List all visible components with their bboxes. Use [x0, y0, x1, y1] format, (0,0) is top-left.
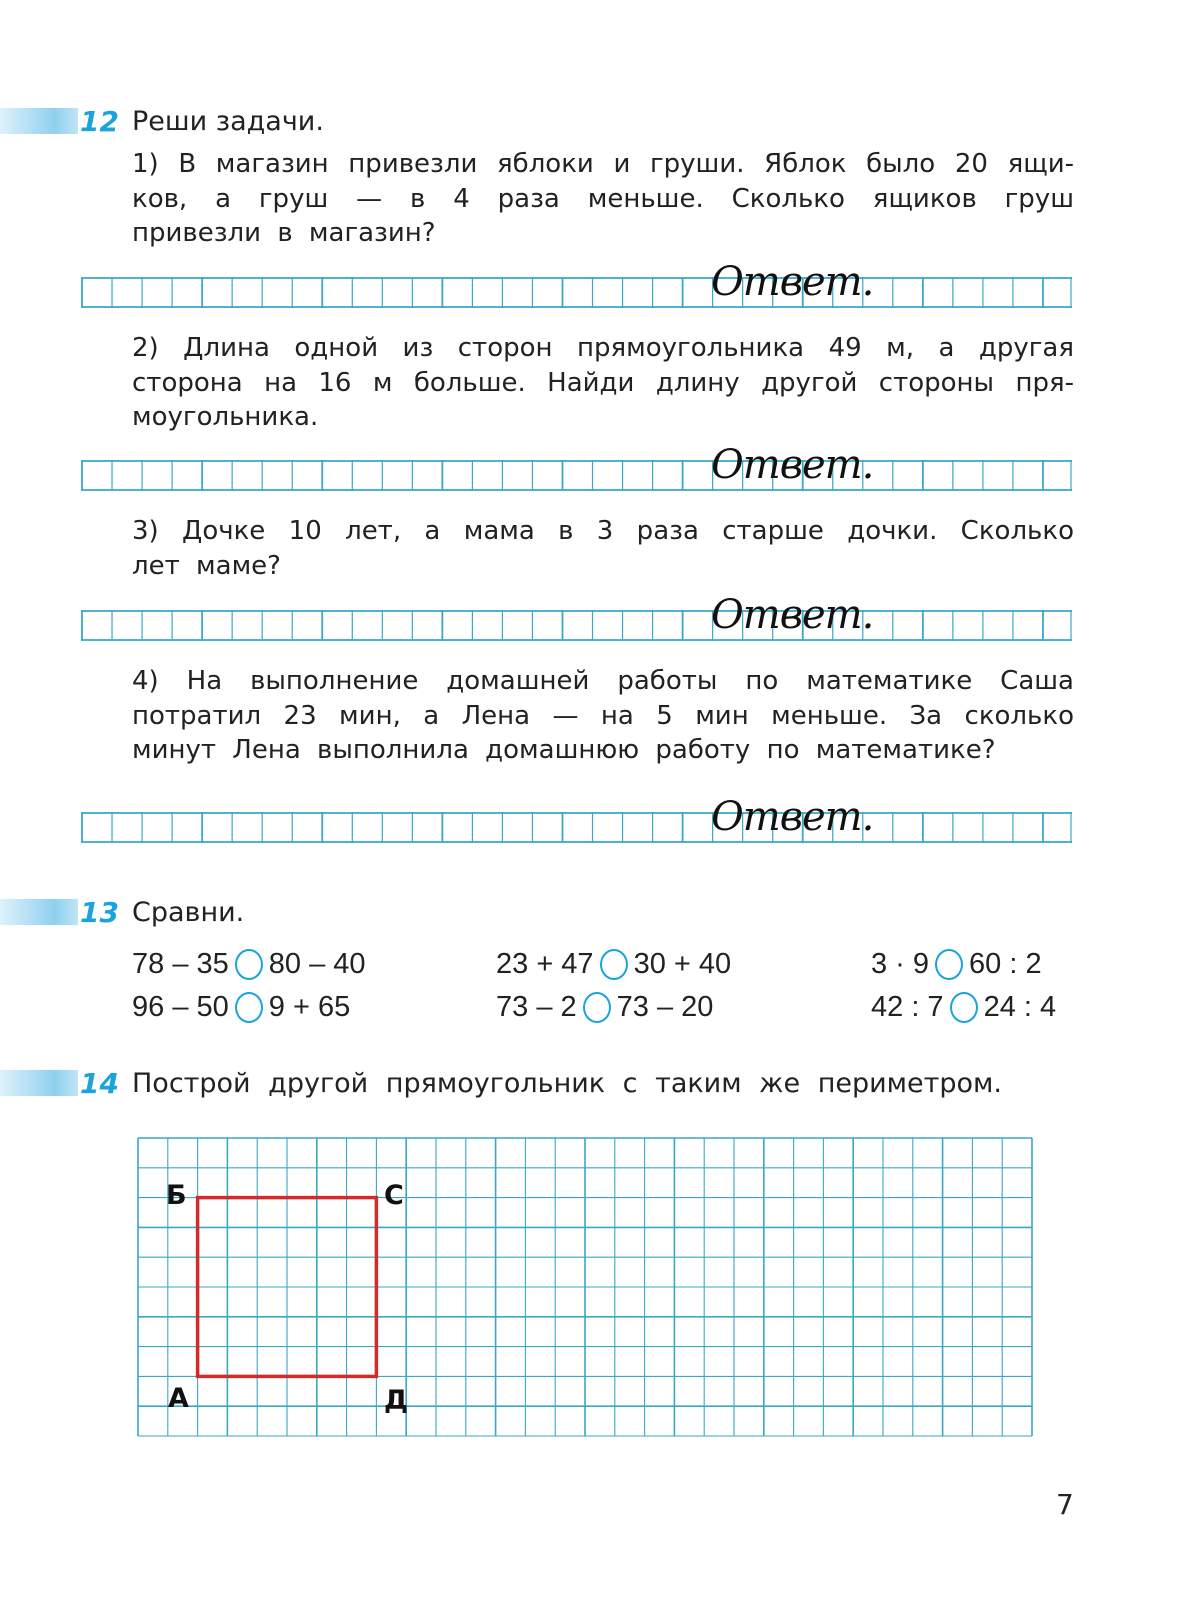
compare-left: 23 + 47 — [496, 948, 594, 980]
vertex-label-c: С — [384, 1180, 404, 1211]
text-line: привезли в магазин? — [132, 218, 436, 248]
compare-item — [871, 990, 1056, 1024]
task-number: 13 — [80, 896, 119, 929]
answer-label: Ответ. — [711, 794, 874, 840]
task-title: Сравни. — [132, 897, 245, 928]
text-line: минут Лена выполнила домашнюю работу по математике? — [132, 735, 996, 765]
task-marker-bar — [0, 1070, 78, 1096]
compare-right: 80 – 40 — [268, 948, 366, 980]
text-line: сторона на 16 м больше. Найди длину другой стороны пря- — [132, 367, 1074, 398]
text-line: 1) В магазин привезли яблоки и груши. Яблок было 20 ящи- — [132, 149, 1074, 179]
text-line: потратил 23 мин, а Лена — на 5 мин меньше. За сколько — [132, 700, 1074, 731]
problem-3 — [132, 514, 1074, 583]
vertex-label-a: А — [168, 1383, 189, 1414]
compare-item — [132, 990, 350, 1024]
drawing-grid[interactable] — [136, 1136, 1040, 1438]
task-marker-bar — [0, 899, 78, 925]
compare-right: 30 + 40 — [633, 948, 732, 980]
problem-2 — [132, 331, 1074, 435]
compare-left: 96 – 50 — [132, 991, 229, 1023]
compare-item — [496, 947, 731, 981]
text-line: лет маме? — [132, 550, 281, 581]
compare-circle[interactable] — [935, 949, 963, 980]
answer-grid[interactable] — [81, 460, 1072, 491]
page-number: 7 — [1056, 1488, 1074, 1521]
compare-left: 73 – 2 — [496, 991, 577, 1023]
compare-item — [496, 990, 713, 1024]
text-line: 3) Дочке 10 лет, а мама в 3 раза старше дочки. Сколько — [132, 516, 1074, 546]
task-marker-bar — [0, 108, 78, 134]
compare-circle[interactable] — [235, 949, 263, 980]
vertex-label-d: Д — [384, 1385, 409, 1416]
compare-left: 42 : 7 — [871, 991, 944, 1023]
text-line: 2) Длина одной из сторон прямоугольника 49 м, а другая — [132, 333, 1074, 363]
answer-grid[interactable] — [81, 277, 1072, 308]
compare-item — [871, 947, 1042, 981]
problem-4 — [132, 664, 1074, 768]
task-title: Построй другой прямоугольник с таким же периметром. — [132, 1068, 1002, 1099]
compare-left: 78 – 35 — [132, 948, 229, 980]
compare-right: 24 : 4 — [983, 991, 1057, 1023]
compare-circle[interactable] — [235, 992, 263, 1023]
text-line: моугольника. — [132, 402, 319, 432]
task-title: Реши задачи. — [132, 106, 324, 137]
compare-circle[interactable] — [950, 992, 978, 1023]
task-number: 12 — [80, 105, 119, 138]
task-number: 14 — [80, 1067, 119, 1100]
vertex-label-b: Б — [166, 1180, 187, 1211]
compare-circle[interactable] — [583, 992, 611, 1023]
answer-grid[interactable] — [81, 812, 1072, 843]
answer-label: Ответ. — [711, 442, 874, 488]
compare-circle[interactable] — [600, 949, 628, 980]
compare-item — [132, 947, 366, 981]
compare-left: 3 · 9 — [871, 948, 930, 980]
compare-right: 60 : 2 — [969, 948, 1042, 980]
problem-1 — [132, 147, 1074, 251]
compare-right: 73 – 20 — [616, 991, 714, 1023]
text-line: 4) На выполнение домашней работы по математике Саша — [132, 666, 1074, 696]
compare-right: 9 + 65 — [268, 991, 351, 1023]
text-line: ков, а груш — в 4 раза меньше. Сколько ящиков груш — [132, 183, 1074, 214]
answer-label: Ответ. — [711, 592, 874, 638]
answer-grid[interactable] — [81, 610, 1072, 641]
answer-label: Ответ. — [711, 259, 874, 305]
